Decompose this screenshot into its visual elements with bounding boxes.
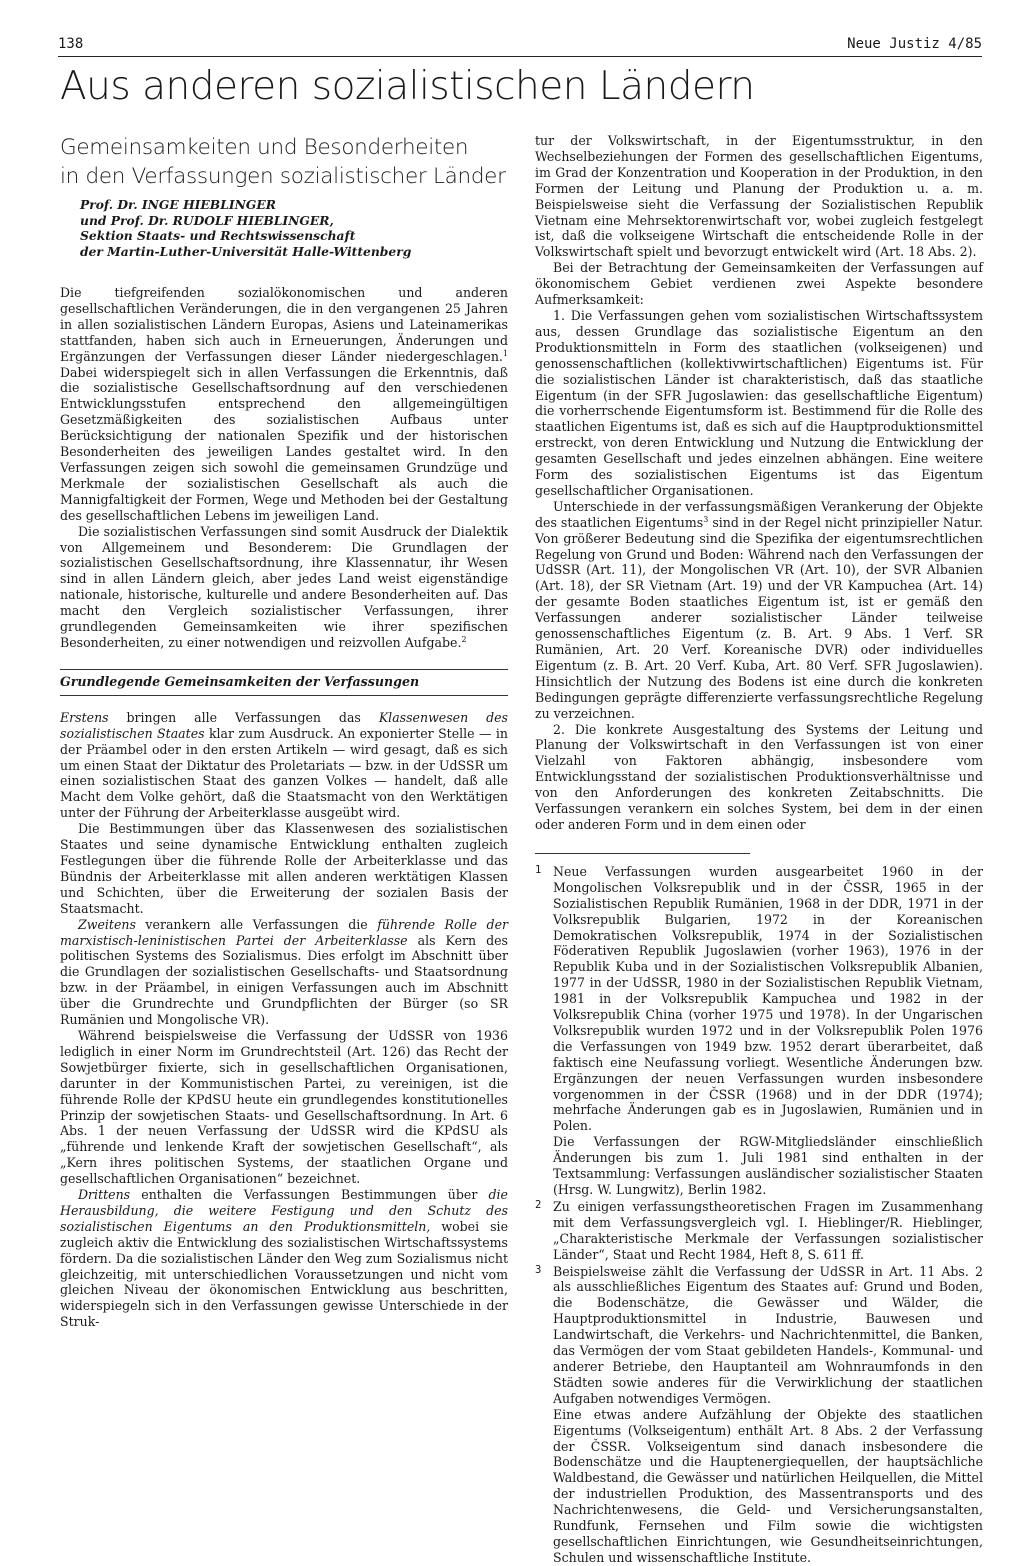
footnote [535, 1264, 983, 1566]
footnote-number: 3 [535, 1263, 542, 1276]
text: Die tiefgreifenden sozialökonomischen und anderen gesellschaftlichen Veränderungen, die in den vergangenen 25 Jahren in allen sozialistischen Ländern Europas, Asiens und Lateinamerikas stattfanden, haben sich auch in Erneuerungen, Änderungen und Ergänzungen der Verfassungen dieser Länder niedergeschlagen. [60, 285, 508, 364]
author-block [80, 197, 508, 259]
footnote-paragraph: Eine etwas andere Aufzählung der Objekte des staatlichen Eigentums (Volkseigentum) enthält Art. 8 Abs. 2 der Verfassung der ČSSR. Volkseigentum sind danach insbesondere die Bodenschätze und die Hauptenergiequellen, der hauptsächliche Waldbestand, die Gewässer und natürlichen Heilquellen, die Mittel der industriellen Produktion, des Massentransports und des Nachrichtenwesens, die Geld- und Versicherungsanstalten, Rundfunk, Fernsehen und Film sowie die wichtigsten gesellschaftlichen Einrichtungen, wie Gesundheitseinrichtungen, Schulen und wissenschaftliche Institute. [553, 1406, 983, 1565]
paragraph-point-2: 2. Die konkrete Ausgestaltung des Systems der Leitung und Planung der Volkswirtschaft in den Verfassungen ist von einer Vielzahl von Faktoren abhängig, insbesondere vom Entwicklungsstand der sozialistischen Produktionsverhältnisse und von den Anforderungen des konkreten Zeitabschnitts. Die Verfassungen verankern ein solches System, bei dem in der einen oder anderen Form und in dem einen oder [535, 721, 983, 832]
ordinal-lead: Zweitens [78, 916, 136, 932]
emphasis: Klassenwesen des sozialistischen Staates [60, 709, 508, 741]
page-header [58, 32, 982, 52]
text: Dabei widerspiegelt sich in allen Verfassungen die Erkenntnis, daß die sozialistische Gesellschaftsordnung auf den verschiedenen Entwicklungsstufen entsprechend den allgemeingültigen Gesetzmäßigkeiten des sozialistischen Aufbaus unter Berücksichtigung der nationalen Spezifik und der historischen Besonderheiten des jeweiligen Landes gestaltet wird. In den Verfassungen zeigen sich sowohl die gemeinsamen Grundzüge und Merkmale der sozialistischen Gesellschaft als auch die Mannigfaltigkeit der Formen, Wege und Methoden bei der Gestaltung des gesellschaftlichen Lebens im jeweiligen Land. [60, 364, 508, 523]
paragraph-point-1: 1. Die Verfassungen gehen vom sozialistischen Wirtschaftssystem aus, dessen Grundlage das sozialistische Eigentum an den Produktionsmitteln in Form des staatlichen (volkseigenen) und genossenschaftlichen (kollektivwirtschaftlichen) Eigentums ist. Für die sozialistischen Länder ist charakteristisch, daß das staatliche Eigentum (in der SFR Jugoslawien: das gesellschaftliche Eigentum) die vorherrschende Eigentumsform ist. Bestimmend für die Rolle des staatlichen Eigentums ist, daß es sich auf die Hauptproduktionsmittel erstreckt, von deren Entwicklung und Nutzung die Entwicklung der gesamten Gesellschaft und jedes einzelnen abhängen. Eine weitere Form des sozialistischen Eigentums ist das Eigentum gesellschaftlicher Organisationen. [535, 307, 983, 498]
subheading: Grundlegende Gemeinsamkeiten der Verfassungen [60, 669, 508, 696]
ordinal-lead: Erstens [60, 709, 109, 725]
emphasis: führende Rolle der marxistisch-leninistischen Partei der Arbeiterklasse [60, 916, 508, 948]
footnote-paragraph: Beispielsweise zählt die Verfassung der UdSSR in Art. 11 Abs. 2 als ausschließliches Eigentum des Staates auf: Grund und Boden, die Bodenschätze, die Gewässer und Wälder, die Hauptproduktionsmittel in Industrie, Bauwesen und Landwirtschaft, die Verkehrs- und Nachrichtenmittel, die Banken, das Vermögen der vom Staat gebildeten Handels-, Kommunal- und anderer Betriebe, den Hauptanteil am Wohnraumfonds in den Städten sowie anderes für die Verwirklichung der staatlichen Aufgaben notwendiges Vermögen. [553, 1263, 983, 1406]
text: wobei sie zugleich aktiv die Entwicklung des sozialistischen Wirtschaftssystems fördern. Da die sozialistischen Länder den Weg zum Sozialismus nicht gleichzeitig, mit unterschiedlichen Voraussetzungen und nicht vom gleichen Niveau der ökonomischen Entwicklung aus beschritten, widerspiegeln sich in den Verfassungen gewisse Unterschiede in der Struk- [60, 1218, 508, 1330]
paragraph-drittens [60, 1187, 508, 1330]
paragraph-continued: tur der Volkswirtschaft, in der Eigentumsstruktur, in den Wechselbeziehungen der Formen des gesellschaftlichen Eigentums, im Grad der Konzentration und Kooperation in der Produktion, in den Formen der Leitung und Planung der Produktion u. a. m. Beispielsweise sieht die Verfassung der Sozialistischen Republik Vietnam eine Mehrsektorenwirtschaft vor, wobei zugleich festgelegt ist, daß die volkseigene Wirtschaft die entscheidende Rolle in der Volkswirtschaft spielt und bevorzugt entwickelt wird (Art. 18 Abs. 2). [535, 133, 983, 260]
paragraph-intro-1 [60, 285, 508, 524]
text: als Kern des politischen Systems des Sozialismus. Dies erfolgt im Abschnitt über die Grundlagen der sozialistischen Gesellschafts- und Staatsordnung bzw. in der Präambel, in einigen Verfassungen auch im Abschnitt über die Grundrechte und Grundpflichten der Bürger (so SR Rumänien und Mongolische VR). [60, 932, 508, 1028]
header-rule [58, 56, 982, 57]
footnote-ref: 1 [502, 348, 508, 358]
article-title [60, 133, 508, 191]
page-number: 138 [58, 36, 84, 52]
footnote [535, 864, 983, 1198]
footnote-ref: 3 [703, 514, 709, 524]
paragraph-aspekte: Bei der Betrachtung der Gemeinsamkeiten der Verfassungen auf ökonomischem Gebiet verdienen zwei Aspekte besondere Aufmerksamkeit: [535, 260, 983, 308]
paragraph-unterschiede [535, 499, 983, 722]
footnote-paragraph: Neue Verfassungen wurden ausgearbeitet 1960 in der Mongolischen Volksrepublik und in der ČSSR, 1965 in der Sozialistischen Republik Rumänien, 1968 in der DDR, 1971 in der Volksrepublik Bulgarien, 1972 in der Koreanischen Demokratischen Volksrepublik, 1974 in der Sozialistischen Föderativen Republik Jugoslawien (vorher 1963), 1976 in der Republik Kuba und in der Sozialistischen Volksrepublik Albanien, 1977 in der UdSSR, 1980 in der Sozialistischen Republik Vietnam, 1981 in der Volksrepublik Kampuchea und 1982 in der Volksrepublik China (vorher 1975 und 1978). In der Ungarischen Volksrepublik wurden 1972 und in der Volksrepublik Polen 1976 die Verfassungen von 1949 bzw. 1952 derart überarbeitet, daß faktisch eine Neufassung vorliegt. Wesentliche Änderungen bzw. Ergänzungen der neuen Verfassungen wurden insbesondere vorgenommen in der ČSSR (1968) und in der DDR (1974); mehrfache Änderungen gab es in Jugoslawien, Rumänien und in Polen. [553, 863, 983, 1134]
section-title: Aus anderen sozialistischen Ländern [60, 64, 755, 109]
footnote-number: 1 [535, 863, 542, 876]
author-line: Prof. Dr. INGE HIEBLINGER [80, 197, 276, 212]
author-line: der Martin-Luther-Universität Halle-Wittenberg [80, 243, 412, 259]
paragraph-erstens [60, 710, 508, 821]
footnote-text [553, 1199, 983, 1263]
left-column [60, 133, 508, 1433]
article-title-line-1: Gemeinsamkeiten und Besonderheiten [60, 135, 469, 160]
paragraph-bestimmungen: Die Bestimmungen über das Klassenwesen des sozialistischen Staates und seine dynamische Entwicklung enthalten zugleich Festlegungen über die führende Rolle der Arbeiterklasse und das Bündnis der Arbeiterklasse mit allen anderen werktätigen Klassen und Schichten, über die Erweiterung der sozialen Basis der Staatsmacht. [60, 821, 508, 916]
text: bringen alle Verfassungen das [108, 709, 379, 725]
footnotes [535, 864, 983, 1566]
journal-issue: Neue Justiz 4/85 [847, 36, 982, 52]
footnote [535, 1199, 983, 1263]
footnote-rule [535, 853, 750, 854]
text: Unterschiede in der verfassungsmäßigen Verankerung der Objekte des staatlichen Eigentums [535, 498, 983, 530]
right-column [535, 133, 983, 1565]
emphasis: die Herausbildung, die weitere Festigung und den Schutz des sozialistischen Eigentums an den Produktionsmitteln, [60, 1187, 508, 1234]
ordinal-lead: Drittens [78, 1187, 131, 1203]
paragraph-intro-2 [60, 524, 508, 651]
text: sind in der Regel nicht prinzipieller Natur. Von größerer Bedeutung sind die Spezifika der eigentumsrechtlichen Regelung von Grund und Boden: Während nach den Verfassungen der UdSSR (Art. 11), der Mongolischen VR (Art. 10), der SVR Albanien (Art. 18), der SR Vietnam (Art. 19) und der VR Kampuchea (Art. 14) der gesamte Boden staatliches Eigentum ist, ist er gemäß den Verfassungen anderer sozialistischer Länder teilweise genossenschaftliches Eigentum (z. B. Art. 9 Abs. 1 Verf. SR Rumänien, Art. 20 Verf. Koreanische DVR) oder individuelles Eigentum (z. B. Art. 20 Verf. Kuba, Art. 80 Verf. SFR Jugoslawien). Hinsichtlich der Nutzung des Bodens ist eine durch die konkreten Bedingungen geprägte differenzierte verfassungsrechtliche Regelung zu verzeichnen. [535, 514, 983, 721]
text: klar zum Ausdruck. An exponierter Stelle — in der Präambel oder in den ersten Artikeln — wird gesagt, daß es sich um einen Staat der Diktatur des Proletariats — bzw. in der UdSSR um einen sozialistischen Staat des ganzen Volkes — handelt, daß alle Macht dem Volke gehört, daß die Staatsmacht von den Werktätigen unter der Führung der Arbeiterklasse ausgeübt wird. [60, 725, 508, 821]
footnote-number: 2 [535, 1198, 542, 1211]
footnote-paragraph: Die Verfassungen der RGW-Mitgliedsländer einschließlich Änderungen bis zum 1. Juli 1981 sind enthalten in der Textsammlung: Verfassungen ausländischer sozialistischer Staaten (Hrsg. W. Lungwitz), Berlin 1982. [553, 1134, 983, 1197]
footnote-ref: 2 [461, 634, 467, 644]
paragraph-waehrend: Während beispielsweise die Verfassung der UdSSR von 1936 lediglich in einer Norm im Grundrechtsteil (Art. 126) das Recht der Sowjetbürger fixierte, sich in gesellschaftlichen Organisationen, darunter in der Kommunistischen Partei, zu vereinigen, ist die führende Rolle der KPdSU heute ein grundlegendes konstitutionelles Prinzip der sowjetischen Staats- und Gesellschaftsordnung. In Art. 6 Abs. 1 der neuen Verfassung der UdSSR wird die KPdSU als „führende und lenkende Kraft der sowjetischen Gesellschaft“, als „Kern ihres politischen Systems, der staatlichen Organe und gesellschaftlichen Organisationen“ bezeichnet. [60, 1027, 508, 1187]
author-line: Sektion Staats- und Rechtswissenschaft [80, 228, 356, 243]
footnote-text [553, 1264, 983, 1566]
text: enthalten die Verfassungen Bestimmungen über [130, 1187, 489, 1203]
article-title-line-2: in den Verfassungen sozialistischer Länder [60, 164, 506, 189]
text: Die sozialistischen Verfassungen sind somit Ausdruck der Dialektik von Allgemeinem und Besonderem: Die Grundlagen der sozialistischen Gesellschaftsordnung, ihre Klassennatur, ihr Wesen sind in allen Ländern gleich, aber jedes Land weist eigenständige nationale, historische, kulturelle und andere Besonderheiten auf. Das macht den Vergleich sozialistischer Verfassungen, ihrer grundlegenden Gemeinsamkeiten wie ihrer spezifischen Besonderheiten, zu einer notwendigen und reizvollen Aufgabe. [60, 523, 508, 650]
footnote-paragraph: Zu einigen verfassungstheoretischen Fragen im Zusammenhang mit dem Verfassungsvergleich vgl. I. Hieblinger/R. Hieblinger, „Charakteristische Merkmale der Verfassungen sozialistischer Länder“, Staat und Recht 1984, Heft 8, S. 611 ff. [553, 1198, 983, 1262]
footnote-text [553, 864, 983, 1198]
text: verankern alle Verfassungen die [135, 916, 378, 932]
paragraph-zweitens [60, 917, 508, 1028]
author-line: und Prof. Dr. RUDOLF HIEBLINGER, [80, 212, 334, 228]
